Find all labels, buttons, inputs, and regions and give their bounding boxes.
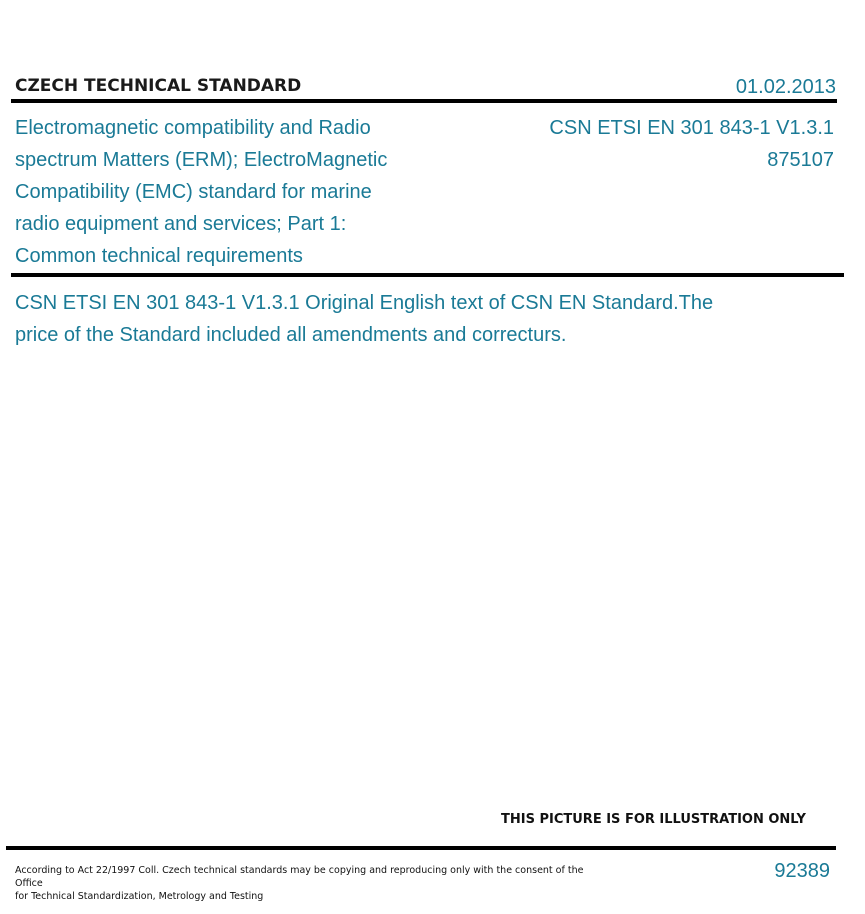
- standard-description: [15, 287, 805, 351]
- standard-identifiers: [549, 112, 834, 176]
- standard-title-line: Compatibility (EMC) standard for marine: [15, 181, 372, 203]
- illustration-notice: THIS PICTURE IS FOR ILLUSTRATION ONLY: [501, 812, 806, 827]
- description-line: CSN ETSI EN 301 843-1 V1.3.1 Original English text of CSN EN Standard.The: [15, 292, 714, 314]
- description-line: price of the Standard included all amendments and correcturs.: [15, 324, 567, 346]
- standard-title-line: Common technical requirements: [15, 245, 303, 267]
- document-id: 92389: [774, 860, 830, 882]
- standard-title-line: spectrum Matters (ERM); ElectroMagnetic: [15, 149, 388, 171]
- copyright-note: [15, 864, 595, 903]
- copyright-note-line: According to Act 22/1997 Coll. Czech technical standards may be copying and reproducing only with the consent of the Office: [15, 865, 584, 889]
- header-divider: [11, 99, 837, 103]
- title-divider: [11, 273, 844, 277]
- standard-title: [15, 112, 435, 272]
- footer-divider: [6, 846, 836, 850]
- standard-title-line: Electromagnetic compatibility and Radio: [15, 117, 371, 139]
- standard-title-line: radio equipment and services; Part 1:: [15, 213, 347, 235]
- document-heading: CZECH TECHNICAL STANDARD: [15, 76, 302, 96]
- catalog-number: 875107: [767, 149, 834, 171]
- publication-date: 01.02.2013: [735, 76, 836, 98]
- copyright-note-line: for Technical Standardization, Metrology and Testing: [15, 891, 264, 902]
- standard-code: CSN ETSI EN 301 843-1 V1.3.1: [549, 117, 834, 139]
